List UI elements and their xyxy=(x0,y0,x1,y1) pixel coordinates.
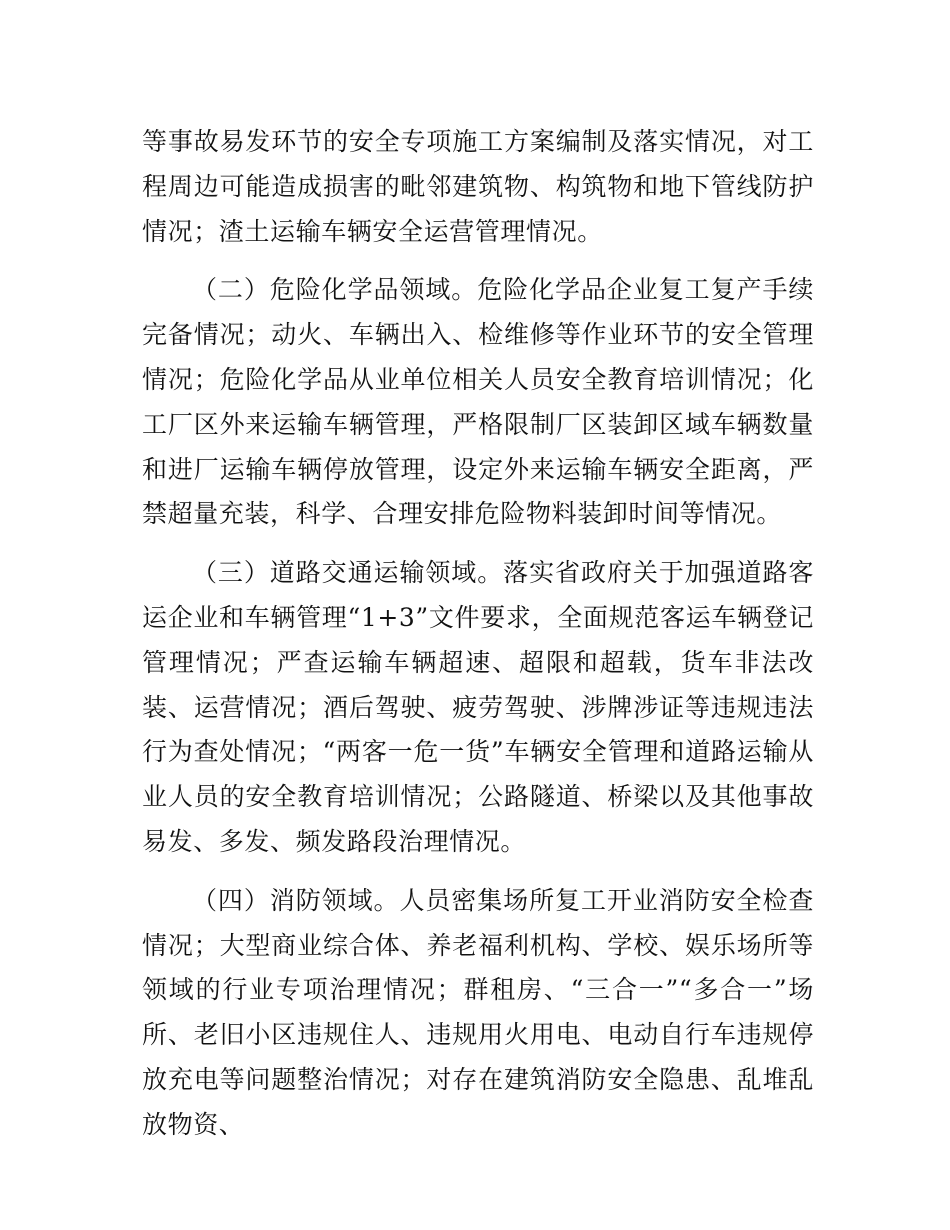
paragraph-road-transport: （三）道路交通运输领域。落实省政府关于加强道路客运企业和车辆管理“1+3”文件要求，全面规范客运车辆登记管理情况；严查运输车辆超速、超限和超载，货车非法改装、运营情况；酒后驾驶、疲劳驾驶、涉牌涉证等违规违法行为查处情况；“两客一危一货”车辆安全管理和道路运输从业人员的安全教育培训情况；公路隧道、桥梁以及其他事故易发、多发、频发路段治理情况。 xyxy=(142,558,814,856)
paragraph-hazardous-chemicals: （二）危险化学品领域。危险化学品企业复工复产手续完备情况；动火、车辆出入、检维修等作业环节的安全管理情况；危险化学品从业单位相关人员安全教育培训情况；化工厂区外来运输车辆管理，严格限制厂区装卸区域车辆数量和进厂运输车辆停放管理，设定外来运输车辆安全距离，严禁超量充装，科学、合理安排危险物料装卸时间等情况。 xyxy=(142,275,814,529)
paragraph-construction-continued: 等事故易发环节的安全专项施工方案编制及落实情况，对工程周边可能造成损害的毗邻建筑物、构筑物和地下管线防护情况；渣土运输车辆安全运营管理情况。 xyxy=(142,127,814,246)
paragraph-fire-safety: （四）消防领域。人员密集场所复工开业消防安全检查情况；大型商业综合体、养老福利机构、学校、娱乐场所等领域的行业专项治理情况；群租房、“三合一”“多合一”场所、老旧小区违规住人、违规用火用电、电动自行车违规停放充电等问题整治情况；对存在建筑消防安全隐患、乱堆乱放物资、 xyxy=(142,885,814,1139)
document-body xyxy=(142,120,814,1162)
